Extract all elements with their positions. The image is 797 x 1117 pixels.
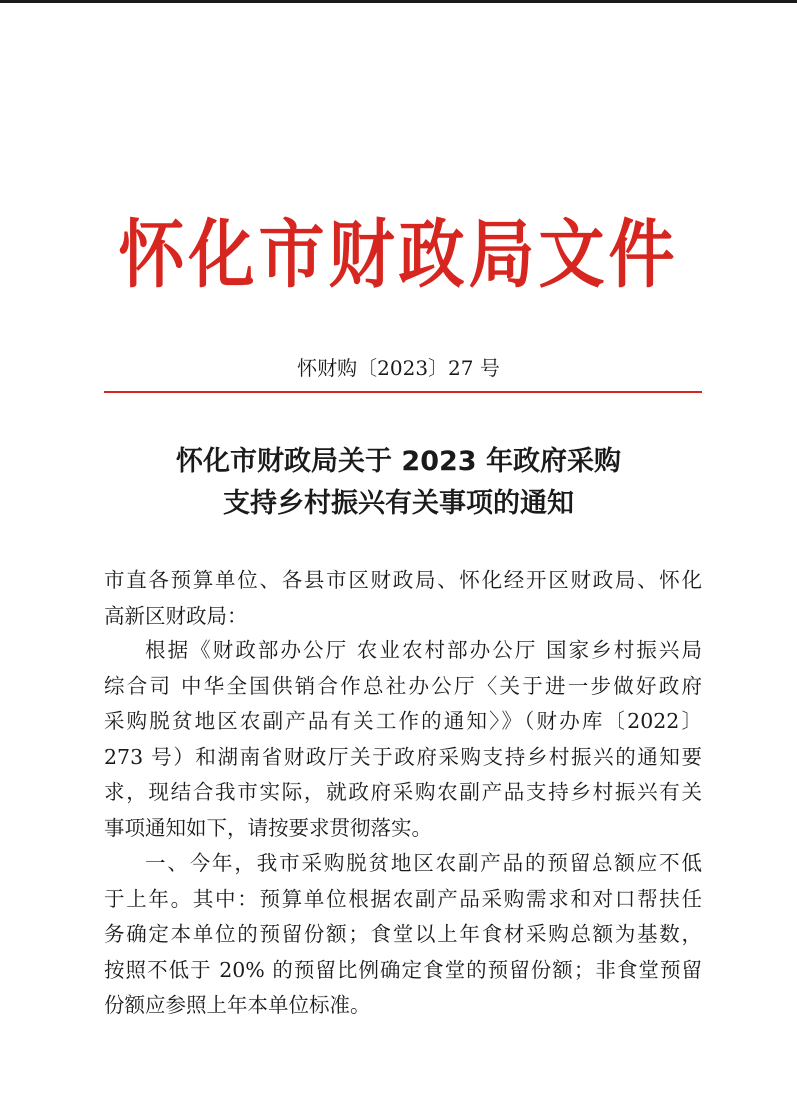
paragraph-line: 273 号）和湖南省财政厅关于政府采购支持乡村振兴的通知要 — [104, 744, 702, 769]
addressee-line: 市直各预算单位、各县市区财政局、怀化经开区财政局、怀化 — [104, 568, 702, 592]
page-top-border — [0, 0, 797, 3]
document-header: 怀化市财政局文件 — [118, 211, 679, 298]
paragraph-line: 采购脱贫地区农副产品有关工作的通知〉》（财办库〔2022〕 — [104, 709, 702, 733]
document-title-line-1: 怀化市财政局关于 2023 年政府采购 — [176, 446, 621, 477]
paragraph-line: 按照不低于 20% 的预留比例确定食堂的预留份额；非食堂预留 — [104, 957, 702, 982]
document-number: 怀财购〔2023〕27 号 — [297, 356, 500, 380]
paragraph-line: 务确定本单位的预留份额；食堂以上年食材采购总额为基数， — [104, 922, 702, 946]
paragraph-line: 一、今年，我市采购脱贫地区农副产品的预留总额应不低 — [145, 851, 702, 875]
paragraph-line: 份额应参照上年本单位标准。 — [104, 993, 371, 1017]
document-title-line-2: 支持乡村振兴有关事项的通知 — [223, 488, 574, 519]
paragraph-2 — [104, 846, 702, 1024]
red-separator-line — [104, 391, 702, 393]
paragraph-line: 事项通知如下，请按要求贯彻落实。 — [104, 815, 432, 840]
paragraph-line: 综合司 中华全国供销合作总社办公厅〈关于进一步做好政府 — [104, 673, 702, 698]
addressee-line: 高新区财政局： — [104, 603, 248, 628]
paragraph-line: 于上年。其中：预算单位根据农副产品采购需求和对口帮扶任 — [104, 886, 702, 911]
paragraph-1 — [104, 633, 702, 846]
paragraph-line: 根据《财政部办公厅 农业农村部办公厅 国家乡村振兴局 — [145, 638, 702, 662]
paragraph-line: 求，现结合我市实际，就政府采购农副产品支持乡村振兴有关 — [104, 780, 702, 804]
addressee — [104, 563, 702, 634]
